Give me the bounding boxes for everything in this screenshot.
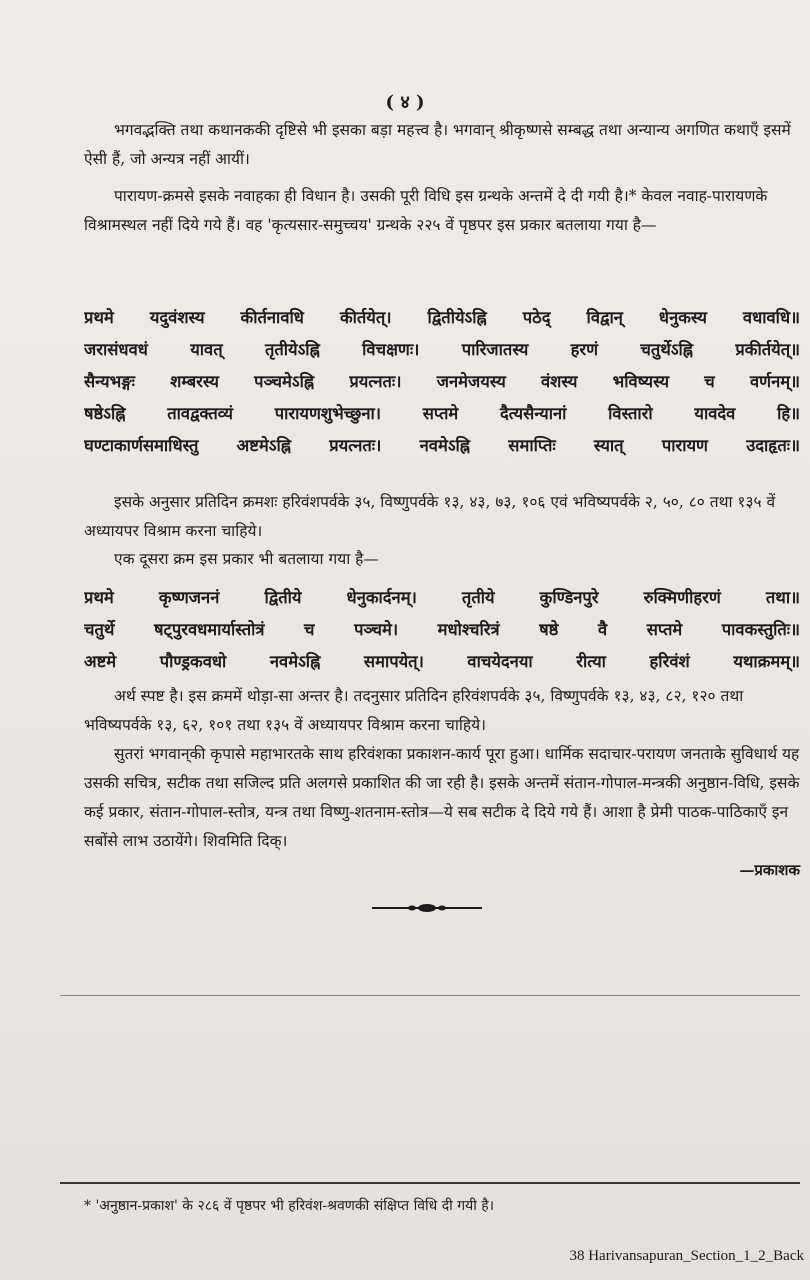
footnote-rule [60,1182,800,1184]
paragraph-intro [84,116,800,174]
paragraph-text: अर्थ स्पष्ट है। इस क्रममें थोड़ा-सा अन्तर है। तदनुसार प्रतिदिन हरिवंशपर्वके ३५, विष्णुपर्वके १३, ४३, ८२, १२० तथा भविष्यपर्वके १३, ६२, १०१ तथा १३५ वें अध्यायपर विश्राम करना चाहिये। [84,687,744,734]
verse-line: चतुर्थे षट्पुरवधमार्यास्तोत्रं च पञ्चमे। मधोश्चरित्रं षष्ठे वै सप्तमे पावकस्तुतिः॥ [84,620,800,639]
verse-line: जरासंधवधं यावत् तृतीयेऽह्नि विचक्षणः। पारिजातस्य हरणं चतुर्थेऽह्नि प्रकीर्तयेत्॥ [84,340,800,359]
publisher-signature: —प्रकाशक [739,861,800,879]
paragraph-publication [84,740,800,856]
page-rule [60,995,800,996]
verse-line: अष्टमे पौण्ड्रकवधो नवमेऽह्नि समापयेत्। वाचयेदनया रीत्या हरिवंशं यथाक्रमम्॥ [84,652,800,671]
verse-line: षष्ठेऽह्नि तावद्वक्तव्यं पारायणशुभेच्छुना। सप्तमे दैत्यसैन्यानां विस्तारो यावदेव हि॥ [84,404,800,423]
divider-ornament [372,902,482,914]
verse-block-1 [84,302,800,462]
paragraph-rest-points [84,488,800,546]
paragraph-text: एक दूसरा क्रम इस प्रकार भी बतलाया गया है— [114,550,379,568]
verse-line: प्रथमे कृष्णजननं द्वितीये धेनुकार्दनम्। तृतीये कुण्डिनपुरे रुक्मिणीहरणं तथा॥ [84,588,800,607]
page-number: ( ४ ) [385,92,425,113]
verse-block-2 [84,582,800,678]
paragraph-text: इसके अनुसार प्रतिदिन क्रमशः हरिवंशपर्वके ३५, विष्णुपर्वके १३, ४३, ७३, १०६ एवं भविष्यपर्वके २, ५०, ८० तथा १३५ वें अध्यायपर विश्राम करना चाहिये। [84,493,776,540]
scan-label: 38 Harivansapuran_Section_1_2_Back [569,1248,804,1264]
paragraph-parayan-method [84,182,800,240]
paragraph-second-order [84,545,800,574]
paragraph-text: सुतरां भगवान्‌की कृपासे महाभारतके साथ हरिवंशका प्रकाशन-कार्य पूरा हुआ। धार्मिक सदाचार-परायण जनताके सुविधार्थ यह उसकी सचित्र, सटीक तथा सजिल्द प्रति अलगसे प्रकाशित की जा रही है। इसके अन्तमें संतान-गोपाल-मन्त्रकी अनुष्ठान-विधि, इसके कई प्रकार, संतान-गोपाल-स्तोत्र, यन्त्र तथा विष्णु-शतनाम-स्तोत्र—ये सब सटीक दे दिये गये हैं। आशा है प्रेमी पाठक-पाठिकाएँ इन सबोंसे लाभ उठायेंगे। शिवमिति दिक्। [84,745,800,850]
paragraph-text: पारायण-क्रमसे इसके नवाहका ही विधान है। उसकी पूरी विधि इस ग्रन्थके अन्तमें दे दी गयी है।* केवल नवाह-पारायणके विश्रामस्थल नहीं दिये गये हैं। वह 'कृत्यसार-समुच्चय' ग्रन्थके २२५ वें पृष्ठपर इस प्रकार बतलाया गया है— [84,187,768,234]
paragraph-meaning [84,682,800,740]
verse-line: प्रथमे यदुवंशस्य कीर्तनावधि कीर्तयेत्। द्वितीयेऽह्नि पठेद् विद्वान् धेनुकस्य वधावधि॥ [84,308,800,327]
footnote: * 'अनुष्ठान-प्रकाश' के २८६ वें पृष्ठपर भी हरिवंश-श्रवणकी संक्षिप्त विधि दी गयी है। [84,1198,495,1214]
verse-line: घण्टाकार्णसमाधिस्तु अष्टमेऽह्नि प्रयत्नतः। नवमेऽह्नि समाप्तिः स्यात् पारायण उदाहृतः॥ [84,436,800,455]
verse-line: सैन्यभङ्गः शम्बरस्य पञ्चमेऽह्नि प्रयत्नतः। जनमेजयस्य वंशस्य भविष्यस्य च वर्णनम्॥ [84,372,800,391]
paragraph-text: भगवद्भक्ति तथा कथानककी दृष्टिसे भी इसका बड़ा महत्त्व है। भगवान् श्रीकृष्णसे सम्बद्ध तथा अन्यान्य अगणित कथाएँ इसमें ऐसी हैं, जो अन्यत्र नहीं आयीं। [84,121,791,168]
